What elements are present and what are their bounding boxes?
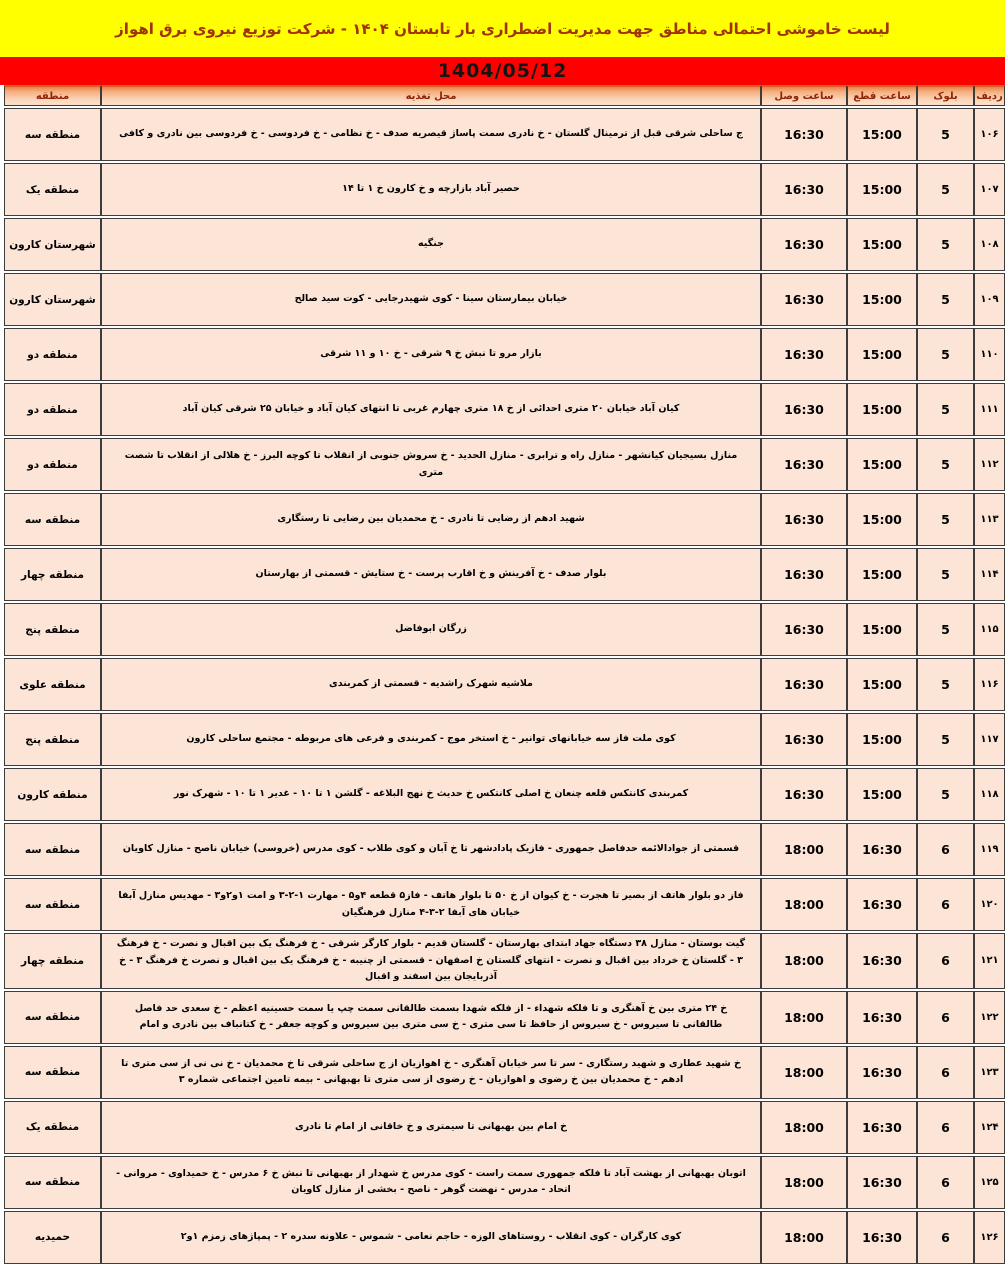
region-cell: منطقه دو bbox=[4, 328, 101, 381]
restore-time-cell: 16:30 bbox=[761, 438, 847, 491]
feed-location-cell: جنگیه bbox=[101, 218, 761, 271]
cut-time-cell: 16:30 bbox=[847, 1211, 917, 1264]
region-cell: منطقه پنج bbox=[4, 603, 101, 656]
feed-location-cell: کمربندی کانتکس قلعه چنعان خ اصلی کانتکس خ حدیث خ نهج البلاغه - گلشن ۱ تا ۱۰ - غدیر ۱ تا ۱۰ - شهرک نور bbox=[101, 768, 761, 821]
row-number-cell: ۱۱۶ bbox=[974, 658, 1005, 711]
col-header-block: بلوک bbox=[917, 85, 974, 106]
block-cell: 5 bbox=[917, 218, 974, 271]
table-row bbox=[4, 273, 1005, 326]
row-number-cell: ۱۱۴ bbox=[974, 548, 1005, 601]
cut-time-cell: 16:30 bbox=[847, 1156, 917, 1209]
restore-time-cell: 16:30 bbox=[761, 383, 847, 436]
outage-table-body bbox=[4, 108, 1005, 1264]
restore-time-cell: 18:00 bbox=[761, 878, 847, 931]
block-cell: 5 bbox=[917, 548, 974, 601]
restore-time-cell: 16:30 bbox=[761, 218, 847, 271]
cut-time-cell: 15:00 bbox=[847, 218, 917, 271]
table-row bbox=[4, 991, 1005, 1044]
region-cell: منطقه یک bbox=[4, 163, 101, 216]
row-number-cell: ۱۱۰ bbox=[974, 328, 1005, 381]
region-cell: منطقه سه bbox=[4, 991, 101, 1044]
col-header-radif: ردیف bbox=[974, 85, 1005, 106]
feed-location-cell: خ امام بین بهبهانی تا سیمتری و خ خاقانی از امام تا نادری bbox=[101, 1101, 761, 1154]
date-band bbox=[0, 57, 1005, 85]
block-cell: 5 bbox=[917, 493, 974, 546]
region-cell: منطقه سه bbox=[4, 108, 101, 161]
row-number-cell: ۱۲۲ bbox=[974, 991, 1005, 1044]
region-cell: منطقه سه bbox=[4, 878, 101, 931]
block-cell: 5 bbox=[917, 163, 974, 216]
region-cell: منطقه چهار bbox=[4, 933, 101, 989]
table-row bbox=[4, 1101, 1005, 1154]
cut-time-cell: 15:00 bbox=[847, 108, 917, 161]
cut-time-cell: 15:00 bbox=[847, 273, 917, 326]
restore-time-cell: 16:30 bbox=[761, 768, 847, 821]
cut-time-cell: 16:30 bbox=[847, 1101, 917, 1154]
col-header-cut: ساعت قطع bbox=[847, 85, 917, 106]
block-cell: 5 bbox=[917, 713, 974, 766]
block-cell: 5 bbox=[917, 383, 974, 436]
feed-location-cell: شهید ادهم از رضایی تا نادری - خ محمدیان بین رضایی تا رستگاری bbox=[101, 493, 761, 546]
row-number-cell: ۱۲۳ bbox=[974, 1046, 1005, 1099]
table-row bbox=[4, 328, 1005, 381]
table-row bbox=[4, 1046, 1005, 1099]
row-number-cell: ۱۲۵ bbox=[974, 1156, 1005, 1209]
restore-time-cell: 16:30 bbox=[761, 603, 847, 656]
cut-time-cell: 15:00 bbox=[847, 603, 917, 656]
feed-location-cell: گیت بوستان - منازل ۳۸ دستگاه جهاد ابتدای بهارستان - گلستان قدیم - بلوار کارگر شرقی - خ فرهنگ یک بین اقبال و نصرت - خ فرهنگ ۳ - گلستان خ خرداد بین اقبال و نصرت - انتهای گلستان خ اصفهان - قسمتی از چنیبه - خ فرهنگ یک بین اقبال و نصرت خ فرهنگ ۳ - خ آذربایجان بین اسفند و اقبال bbox=[101, 933, 761, 989]
restore-time-cell: 18:00 bbox=[761, 823, 847, 876]
region-cell: منطقه پنج bbox=[4, 713, 101, 766]
block-cell: 6 bbox=[917, 823, 974, 876]
col-header-location: محل تغذیه bbox=[101, 85, 761, 106]
feed-location-cell: خ شهید عطاری و شهید رستگاری - سر تا سر خیابان آهنگری - خ اهوازیان از ج ساحلی شرقی تا خ محمدیان - خ نی نی از سی متری تا ادهم - خ محمدیان بین خ رضوی و اهوازیان - خ رضوی از سی متری تا بهبهانی - بیمه تامین اجتماعی شماره ۳ bbox=[101, 1046, 761, 1099]
page-title: لیست خاموشی احتمالی مناطق جهت مدیریت اضطراری بار تابستان ۱۴۰۴ - شرکت توزیع نیروی برق اهواز bbox=[115, 19, 890, 38]
row-number-cell: ۱۰۸ bbox=[974, 218, 1005, 271]
block-cell: 5 bbox=[917, 658, 974, 711]
table-row bbox=[4, 108, 1005, 161]
table-row bbox=[4, 493, 1005, 546]
restore-time-cell: 18:00 bbox=[761, 933, 847, 989]
restore-time-cell: 16:30 bbox=[761, 328, 847, 381]
row-number-cell: ۱۱۵ bbox=[974, 603, 1005, 656]
row-number-cell: ۱۱۹ bbox=[974, 823, 1005, 876]
block-cell: 5 bbox=[917, 603, 974, 656]
cut-time-cell: 15:00 bbox=[847, 163, 917, 216]
block-cell: 6 bbox=[917, 933, 974, 989]
restore-time-cell: 16:30 bbox=[761, 493, 847, 546]
feed-location-cell: بازار مرو تا نبش خ ۹ شرقی - خ ۱۰ و ۱۱ شرقی bbox=[101, 328, 761, 381]
feed-location-cell: حصیر آباد بازارچه و خ کارون خ ۱ تا ۱۴ bbox=[101, 163, 761, 216]
restore-time-cell: 18:00 bbox=[761, 1046, 847, 1099]
feed-location-cell: قسمتی از جوادالائمه حدفاصل جمهوری - فازیک پادادشهر تا خ آبان و کوی طلاب - کوی مدرس (خروسی) خیابان ناصح - منازل کاویان bbox=[101, 823, 761, 876]
row-number-cell: ۱۱۷ bbox=[974, 713, 1005, 766]
region-cell: منطقه سه bbox=[4, 1156, 101, 1209]
cut-time-cell: 16:30 bbox=[847, 1046, 917, 1099]
header-row bbox=[4, 85, 1005, 106]
row-number-cell: ۱۰۹ bbox=[974, 273, 1005, 326]
block-cell: 5 bbox=[917, 108, 974, 161]
block-cell: 5 bbox=[917, 438, 974, 491]
table-row bbox=[4, 1211, 1005, 1264]
feed-location-cell: بلوار صدف - خ آفرینش و خ اقارب پرست - خ ستایش - قسمتی از بهارستان bbox=[101, 548, 761, 601]
table-row bbox=[4, 823, 1005, 876]
outage-table bbox=[4, 83, 1005, 1266]
restore-time-cell: 18:00 bbox=[761, 1211, 847, 1264]
restore-time-cell: 18:00 bbox=[761, 1101, 847, 1154]
restore-time-cell: 16:30 bbox=[761, 163, 847, 216]
block-cell: 6 bbox=[917, 1046, 974, 1099]
row-number-cell: ۱۱۱ bbox=[974, 383, 1005, 436]
block-cell: 6 bbox=[917, 991, 974, 1044]
block-cell: 5 bbox=[917, 768, 974, 821]
table-row bbox=[4, 548, 1005, 601]
row-number-cell: ۱۲۴ bbox=[974, 1101, 1005, 1154]
cut-time-cell: 15:00 bbox=[847, 438, 917, 491]
feed-location-cell: کیان آباد خیابان ۲۰ متری احدائی از خ ۱۸ متری چهارم غربی تا انتهای کیان آباد و خیابان ۲۵ شرقی کیان آباد bbox=[101, 383, 761, 436]
title-band bbox=[0, 0, 1005, 57]
cut-time-cell: 15:00 bbox=[847, 548, 917, 601]
restore-time-cell: 16:30 bbox=[761, 713, 847, 766]
feed-location-cell: زرگان ابوفاضل bbox=[101, 603, 761, 656]
block-cell: 5 bbox=[917, 328, 974, 381]
restore-time-cell: 16:30 bbox=[761, 548, 847, 601]
col-header-restore: ساعت وصل bbox=[761, 85, 847, 106]
region-cell: حمیدیه bbox=[4, 1211, 101, 1264]
feed-location-cell: خ ۲۴ متری بین خ آهنگری و تا فلکه شهداء - از فلکه شهدا بسمت طالقانی سمت چپ یا سمت حسینیه اعظم - خ سعدی حد فاصل طالقانی تا سیروس - خ سیروس از حافظ تا سی متری - خ سی متری بین سیروس و کوچه جعفر - خ کتانباف بین نادری و امام bbox=[101, 991, 761, 1044]
cut-time-cell: 16:30 bbox=[847, 933, 917, 989]
cut-time-cell: 16:30 bbox=[847, 878, 917, 931]
feed-location-cell: کوی ملت فاز سه خیابانهای توانیر - خ استخر موج - کمربندی و فرعی های مربوطه - مجتمع ساحلی کارون bbox=[101, 713, 761, 766]
table-row bbox=[4, 768, 1005, 821]
region-cell: شهرستان کارون bbox=[4, 273, 101, 326]
feed-location-cell: کوی کارگران - کوی انقلاب - روستاهای الوزه - حاجم نعامی - شموس - علاونه سدره ۲ - پمپاژهای زمزم ۱و۲ bbox=[101, 1211, 761, 1264]
feed-location-cell: منازل بسیجیان کیانشهر - منازل راه و ترابری - منازل الحدید - خ سروش جنوبی از انقلاب تا کوچه البرز - خ هلالی از انقلاب تا شصت متری bbox=[101, 438, 761, 491]
region-cell: منطقه چهار bbox=[4, 548, 101, 601]
table-row bbox=[4, 1156, 1005, 1209]
restore-time-cell: 18:00 bbox=[761, 1156, 847, 1209]
region-cell: منطقه سه bbox=[4, 1046, 101, 1099]
region-cell: منطقه سه bbox=[4, 823, 101, 876]
cut-time-cell: 15:00 bbox=[847, 383, 917, 436]
row-number-cell: ۱۲۱ bbox=[974, 933, 1005, 989]
block-cell: 6 bbox=[917, 1211, 974, 1264]
table-header bbox=[4, 85, 1005, 106]
region-cell: منطقه دو bbox=[4, 383, 101, 436]
cut-time-cell: 15:00 bbox=[847, 768, 917, 821]
cut-time-cell: 15:00 bbox=[847, 328, 917, 381]
region-cell: منطقه کارون bbox=[4, 768, 101, 821]
table-row bbox=[4, 658, 1005, 711]
region-cell: شهرستان کارون bbox=[4, 218, 101, 271]
table-row bbox=[4, 163, 1005, 216]
table-row bbox=[4, 933, 1005, 989]
restore-time-cell: 18:00 bbox=[761, 991, 847, 1044]
table-row bbox=[4, 438, 1005, 491]
region-cell: منطقه دو bbox=[4, 438, 101, 491]
row-number-cell: ۱۰۷ bbox=[974, 163, 1005, 216]
cut-time-cell: 16:30 bbox=[847, 991, 917, 1044]
row-number-cell: ۱۱۲ bbox=[974, 438, 1005, 491]
cut-time-cell: 15:00 bbox=[847, 493, 917, 546]
row-number-cell: ۱۲۶ bbox=[974, 1211, 1005, 1264]
block-cell: 5 bbox=[917, 273, 974, 326]
block-cell: 6 bbox=[917, 1156, 974, 1209]
restore-time-cell: 16:30 bbox=[761, 273, 847, 326]
row-number-cell: ۱۱۳ bbox=[974, 493, 1005, 546]
block-cell: 6 bbox=[917, 878, 974, 931]
table-row bbox=[4, 218, 1005, 271]
cut-time-cell: 16:30 bbox=[847, 823, 917, 876]
table-row bbox=[4, 713, 1005, 766]
region-cell: منطقه یک bbox=[4, 1101, 101, 1154]
feed-location-cell: ج ساحلی شرقی قبل از ترمینال گلستان - خ نادری سمت پاساژ قیصریه صدف - خ نظامی - خ فردوسی - خ فردوسی بین نادری و کافی bbox=[101, 108, 761, 161]
col-header-region: منطقه bbox=[4, 85, 101, 106]
feed-location-cell: اتوبان بهبهانی از بهشت آباد تا فلکه جمهوری سمت راست - کوی مدرس خ شهدار از بهبهانی تا نبش خ ۶ مدرس - خ حمیداوی - مروانی - اتحاد - مدرس - نهضت گوهر - ناصح - بخشی از منازل کاویان bbox=[101, 1156, 761, 1209]
table-row bbox=[4, 383, 1005, 436]
region-cell: منطقه سه bbox=[4, 493, 101, 546]
region-cell: منطقه علوی bbox=[4, 658, 101, 711]
cut-time-cell: 15:00 bbox=[847, 658, 917, 711]
feed-location-cell: فاز دو بلوار هاتف از بصیر تا هجرت - خ کیوان از خ ۵۰ تا بلوار هاتف - فاز۵ قطعه ۴و۵ - مهارت ۱-۲-۳ و امت ۱و۲و۳ - مهدیس منازل آبفا خیابان های آبفا ۲-۳-۴ منازل فرهنگیان bbox=[101, 878, 761, 931]
restore-time-cell: 16:30 bbox=[761, 108, 847, 161]
schedule-date: 1404/05/12 bbox=[437, 60, 568, 82]
block-cell: 6 bbox=[917, 1101, 974, 1154]
table-row bbox=[4, 878, 1005, 931]
row-number-cell: ۱۲۰ bbox=[974, 878, 1005, 931]
cut-time-cell: 15:00 bbox=[847, 713, 917, 766]
feed-location-cell: ملاشیه شهرک راشدیه - قسمتی از کمربندی bbox=[101, 658, 761, 711]
row-number-cell: ۱۰۶ bbox=[974, 108, 1005, 161]
table-row bbox=[4, 603, 1005, 656]
row-number-cell: ۱۱۸ bbox=[974, 768, 1005, 821]
feed-location-cell: خیابان بیمارستان سینا - کوی شهیدرجایی - کوت سید صالح bbox=[101, 273, 761, 326]
restore-time-cell: 16:30 bbox=[761, 658, 847, 711]
